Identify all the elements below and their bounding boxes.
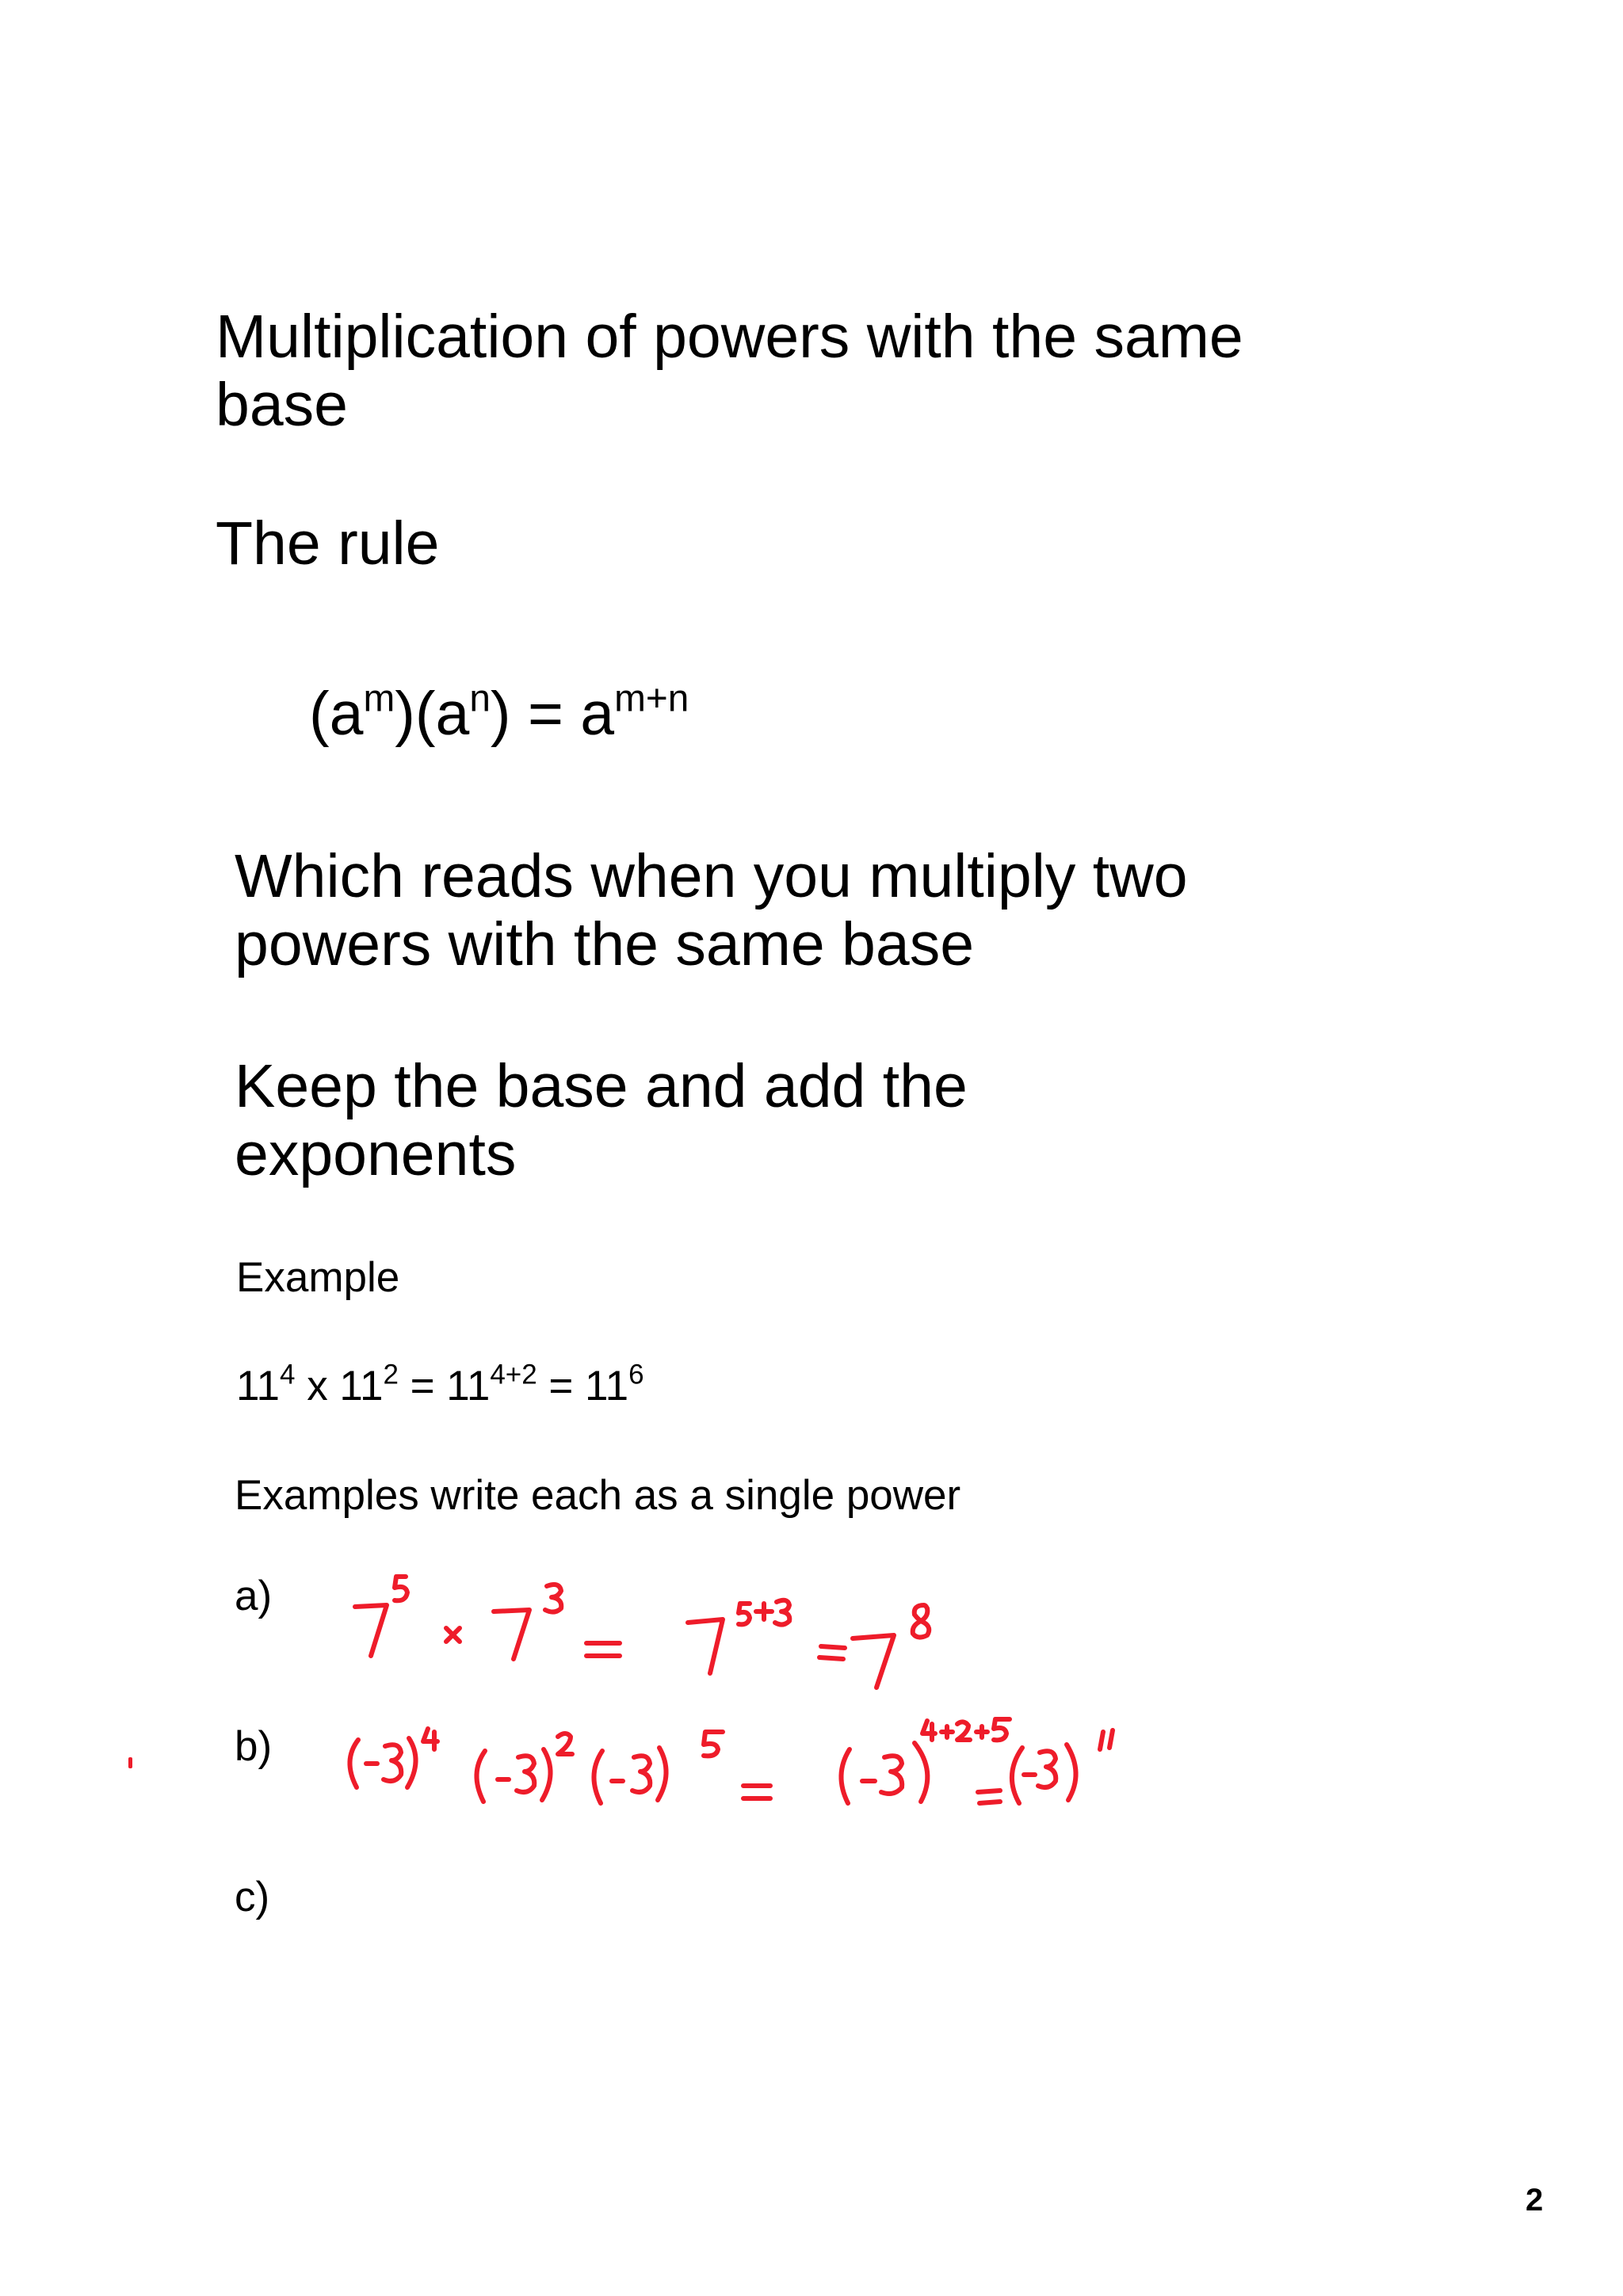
formula-mid: )(a [395,680,470,748]
title-line-1: Multiplication of powers with the same [216,303,1243,371]
handwritten-answer-b [349,1719,1113,1803]
formula-exp-n: n [469,677,491,720]
title-line-2: base [216,371,348,439]
example-base-1: 11 [236,1363,281,1409]
instruction-line-1: Keep the base and add the [235,1052,968,1120]
stray-ink-mark [128,1757,132,1768]
example-exp-4: 6 [628,1359,644,1390]
page-title [216,303,1243,439]
example-exp-2: 2 [383,1359,399,1390]
example-times: x 11 [295,1363,384,1409]
example-equals-2: = 11 [537,1363,629,1409]
rule-explanation [235,842,1188,978]
exercise-label-c: c) [235,1874,270,1920]
formula-open: (a [309,680,364,748]
instruction-line-2: exponents [235,1120,517,1188]
example-equals-1: = 11 [398,1363,491,1409]
example-label: Example [236,1254,400,1301]
example-exp-1: 4 [280,1359,296,1390]
page-number: 2 [1526,2183,1544,2218]
formula-exp-sum: m+n [614,677,689,720]
rule-label: The rule [216,509,440,578]
formula-close: ) = a [490,680,615,748]
worked-example [236,1359,644,1410]
exercise-label-a: a) [235,1573,273,1619]
formula-exp-m: m [363,677,395,720]
handwritten-answer-a [355,1577,929,1688]
rule-formula [309,677,689,748]
exercise-label-b: b) [235,1723,273,1770]
rule-instruction [235,1052,968,1188]
explanation-line-1: Which reads when you multiply two [235,842,1188,910]
explanation-line-2: powers with the same base [235,910,975,978]
exercises-prompt: Examples write each as a single power [235,1472,961,1519]
example-exp-3: 4+2 [490,1359,537,1390]
